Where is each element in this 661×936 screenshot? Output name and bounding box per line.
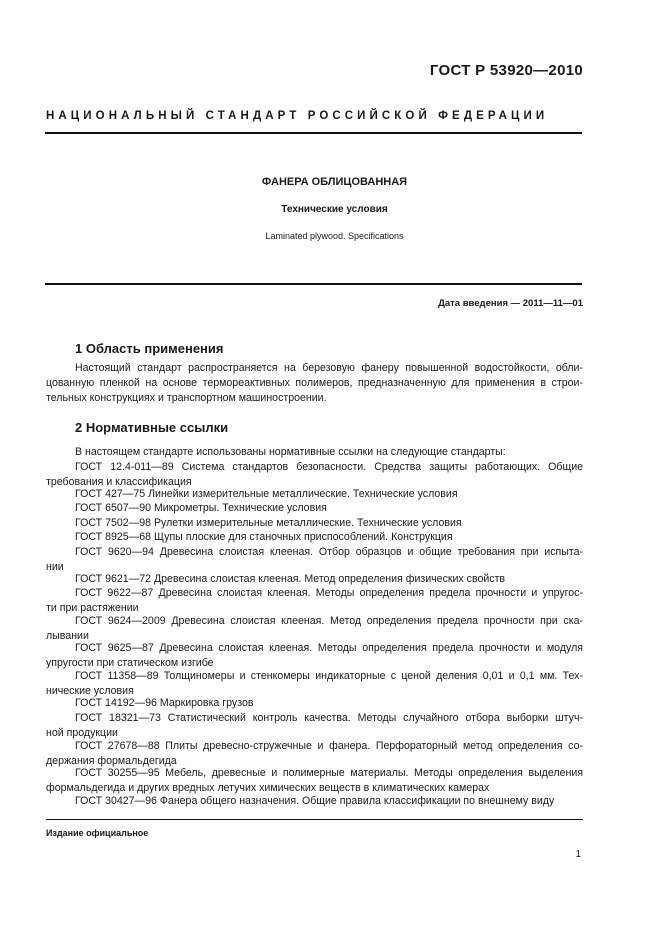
- reference-item: [46, 669, 583, 698]
- english-title: Laminated plywood. Specifications: [265, 231, 404, 241]
- reference-item: [46, 545, 583, 574]
- paragraph-line: Настоящий стандарт распространяется на березовую фанеру повышенной водостойкости, обли-: [75, 362, 583, 374]
- paragraph-line: тельных конструкциях и транспортном машиностроении.: [46, 392, 327, 404]
- reference-item: [46, 739, 583, 768]
- references-intro: [46, 445, 583, 460]
- document-number: ГОСТ Р 53920—2010: [429, 62, 583, 79]
- reference-item: [46, 794, 583, 809]
- reference-text: ГОСТ 18321—73 Статистический контроль качества. Методы случайного отбора выборки штуч-: [75, 712, 583, 724]
- reference-text: ГОСТ 11358—89 Толщиномеры и стенкомеры индикаторные с ценой деления 0,01 и 0,1 мм. Тех-: [75, 670, 583, 682]
- reference-text: ГОСТ 12.4-011—89 Система стандартов безопасности. Средства защиты работающих. Общие: [75, 461, 583, 473]
- document-title: ФАНЕРА ОБЛИЦОВАННАЯ: [261, 176, 408, 188]
- reference-text: ГОСТ 8925—68 Щупы плоские для станочных приспособлений. Конструкция: [75, 531, 453, 543]
- reference-text: ГОСТ 14192—96 Маркировка грузов: [75, 697, 254, 709]
- reference-text: ГОСТ 427—75 Линейки измерительные металлические. Технические условия: [75, 488, 458, 500]
- reference-continuation: ти при растяжении: [46, 601, 139, 614]
- reference-item: [46, 572, 583, 587]
- reference-text: ГОСТ 30255—95 Мебель, древесные и полимерные материалы. Методы определения выделения: [75, 767, 583, 779]
- reference-text: ГОСТ 30427—96 Фанера общего назначения. Общие правила классификации по внешнему виду: [75, 795, 555, 807]
- reference-item: [46, 501, 583, 516]
- section-1-heading: 1 Область применения: [75, 341, 224, 356]
- reference-item: [46, 586, 583, 615]
- section-1-paragraph: [46, 361, 583, 406]
- reference-item: [46, 641, 583, 670]
- reference-item: [46, 614, 583, 643]
- edition-note: Издание официальное: [46, 828, 149, 838]
- reference-continuation: упругости при статическом изгибе: [46, 656, 214, 669]
- reference-text: ГОСТ 9624—2009 Древесина слоистая клееная. Метод определения предела прочности при ска-: [75, 615, 583, 627]
- reference-text: ГОСТ 9621—72 Древесина слоистая клееная. Метод определения физических свойств: [75, 573, 506, 585]
- reference-continuation: нические условия: [46, 684, 134, 697]
- document-subtitle: Технические условия: [281, 204, 388, 215]
- reference-text: ГОСТ 9620—94 Древесина слоистая клееная. Отбор образцов и общие требования при испыта-: [75, 546, 583, 558]
- national-standard-banner: НАЦИОНАЛЬНЫЙ СТАНДАРТ РОССИЙСКОЙ ФЕДЕРАЦИИ: [46, 110, 549, 122]
- reference-item: [46, 530, 583, 545]
- introduction-date: Дата введения — 2011—11—01: [438, 298, 583, 309]
- reference-continuation: держания формальдегида: [46, 754, 177, 767]
- reference-text: ГОСТ 6507—90 Микрометры. Технические условия: [75, 502, 327, 514]
- reference-item: [46, 766, 583, 795]
- middle-divider: [45, 283, 582, 285]
- page-number: 1: [575, 849, 581, 860]
- reference-text: ГОСТ 9625—87 Древесина слоистая клееная. Методы определения предела прочности и модуля: [75, 642, 583, 654]
- reference-text: ГОСТ 7502—98 Рулетки измерительные металлические. Технические условия: [75, 517, 462, 529]
- top-divider: [45, 132, 582, 134]
- section-2-heading: 2 Нормативные ссылки: [75, 420, 229, 435]
- reference-continuation: формальдегида и других вредных летучих химических веществ в климатических камерах: [46, 781, 490, 794]
- reference-continuation: нии: [46, 560, 64, 573]
- reference-item: [46, 460, 583, 489]
- reference-continuation: требования и классификация: [46, 475, 192, 488]
- footer-divider: [46, 819, 583, 820]
- reference-continuation: ной продукции: [46, 726, 118, 739]
- reference-item: [46, 487, 583, 502]
- reference-item: [46, 696, 583, 711]
- paragraph-line: цованную пленкой на основе термореактивных полимеров, предназначенную для применения в строи-: [46, 377, 583, 389]
- reference-text: ГОСТ 9622—87 Древесина слоистая клееная. Методы определения предела прочности и упругос-: [75, 587, 583, 599]
- reference-item: [46, 516, 583, 531]
- reference-text: ГОСТ 27678—88 Плиты древесно-стружечные и фанера. Перфораторный метод определения со-: [75, 740, 583, 752]
- reference-item: [46, 711, 583, 740]
- references-intro-text: В настоящем стандарте использованы нормативные ссылки на следующие стандарты:: [75, 446, 506, 458]
- reference-continuation: лывании: [46, 629, 89, 642]
